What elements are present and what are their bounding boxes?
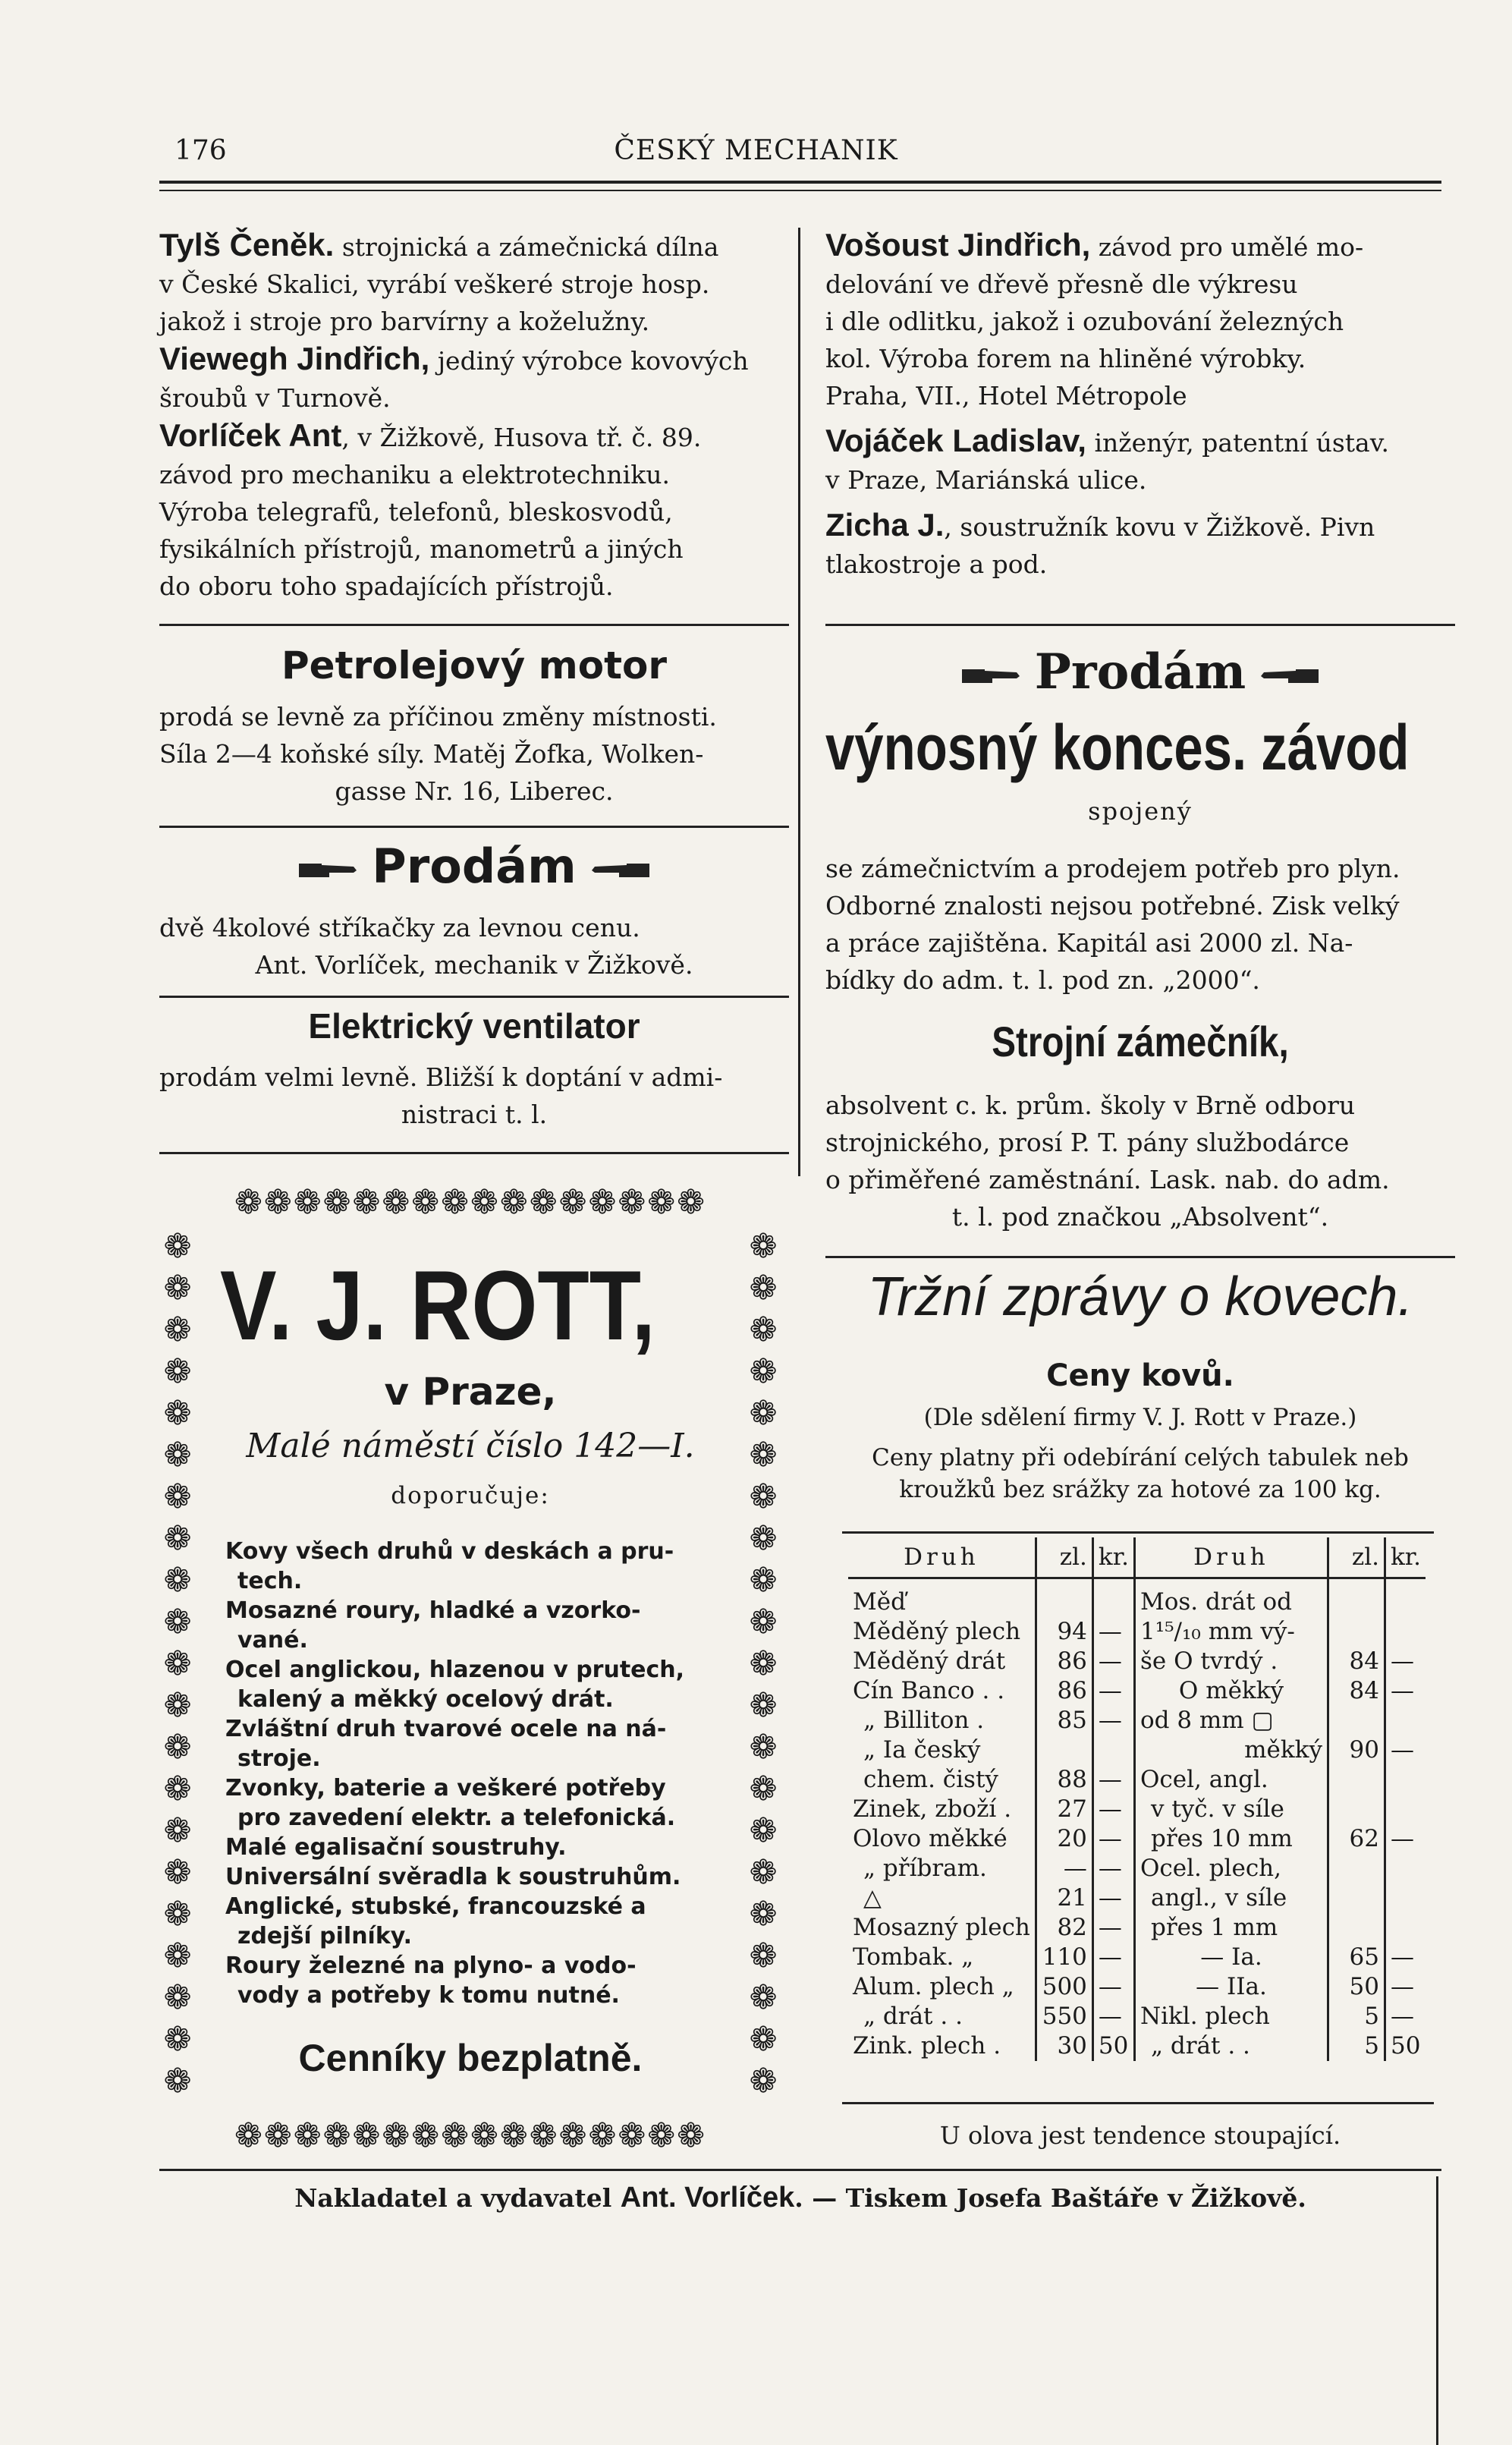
imprint: Nakladatel a vydavatel Ant. Vorlíček. — Tiskem Josefa Baštáře v Žižkově.: [294, 2182, 1306, 2214]
ad-rott: [156, 1180, 785, 2159]
page-number: 176: [174, 135, 227, 166]
table-row: „ příbram. — — Ocel. plech,: [848, 1854, 1426, 1883]
table-header-row: Druh zl. kr. Druh zl. kr.: [848, 1537, 1426, 1578]
rott-city: v Praze,: [384, 1370, 557, 1414]
ornament-border-right: ❁ ❁ ❁ ❁ ❁ ❁ ❁ ❁ ❁ ❁ ❁ ❁ ❁ ❁ ❁ ❁ ❁ ❁ ❁ ❁ ❁: [749, 1227, 778, 2100]
pointing-hand-left-icon: [1259, 665, 1319, 688]
rott-recommends: doporučuje:: [391, 1482, 550, 1509]
pointing-hand-right-icon: [299, 859, 358, 882]
ad-prodam2-joined: spojený: [1088, 797, 1193, 826]
ad-ventilator-body: prodám velmi levně. Bližší k doptání v admi- nistraci t. l.: [159, 1062, 723, 1129]
column-divider: [798, 228, 800, 1176]
pointing-hand-right-icon: [962, 665, 1021, 688]
entry-tyls: Tylš Čeněk. strojnická a zámečnická dílna v České Skalici, vyrábí veškeré stroje hosp. jakož i stroje pro barvírny a koželužny.: [159, 227, 719, 336]
rule: [825, 624, 1455, 626]
price-table-wrap: [848, 1537, 1426, 2061]
header-rule-thin: [159, 190, 1441, 191]
market-title: Tržní zprávy o kovech.: [867, 1267, 1413, 1327]
entry-vojacek: Vojáček Ladislav, inženýr, patentní ústav. v Praze, Mariánská ulice.: [825, 423, 1389, 495]
rule: [842, 2102, 1434, 2104]
table-row: „ Ia český měkký 90 —: [848, 1735, 1426, 1765]
pointing-hand-left-icon: [590, 859, 649, 882]
entry-vorlicek: Vorlíček Ant, v Žižkově, Husova tř. č. 89. závod pro mechaniku a elektrotechniku. Výroba telegrafů, telefonů, bleskosvodů, fysikálních přístrojů, manometrů a jiných do oboru toho spadajících přístrojů.: [159, 417, 702, 601]
market-footnote: U olova jest tendence stoupající.: [939, 2121, 1341, 2150]
ad-zamecnik-body: absolvent c. k. prům. školy v Brně odboru strojnického, prosí P. T. pány službodárce o přiměřené zaměstnání. Lask. nab. do adm. t. l. pod značkou „Absolvent“.: [825, 1090, 1390, 1232]
rule: [159, 624, 789, 626]
ad-prodam2-body: se zámečnictvím a prodejem potřeb pro plyn. Odborné znalosti nejsou potřebné. Zisk velký a práce zajištěna. Kapitál asi 2000 zl. Na- bídky do adm. t. l. pod zn. „2000“.: [825, 854, 1400, 995]
table-row: Alum. plech „ 500 — — IIa. 50 —: [848, 1972, 1426, 2002]
price-table: [848, 1537, 1426, 2061]
ornament-border-top: ❁❁❁❁❁❁❁❁❁❁❁❁❁❁❁❁: [234, 1183, 706, 1222]
ad-prodam1-body: dvě 4kolové stříkačky za levnou cenu. Ant. Vorlíček, mechanik v Žižkově.: [159, 913, 693, 980]
ad-prodam2-title: Prodám: [825, 644, 1455, 700]
table-row: „ Billiton . 85 — od 8 mm ▢: [848, 1706, 1426, 1735]
ornament-border-bottom: ❁❁❁❁❁❁❁❁❁❁❁❁❁❁❁❁: [234, 2116, 706, 2155]
table-row: „ drát . . 550 — Nikl. plech 5 —: [848, 2002, 1426, 2031]
page-edge-line: [1436, 2176, 1438, 2445]
entry-zicha: Zicha J., soustružník kovu v Žižkově. Pivn tlakostroje a pod.: [825, 507, 1375, 579]
table-row: Cín Banco . . 86 — O měkký 84 —: [848, 1676, 1426, 1706]
entry-vosoust: Vošoust Jindřich, závod pro umělé mo- delování ve dřevě přesně dle výkresu i dle odlitku, jakož i ozubování železných kol. Výroba forem na hliněné výrobky. Praha, VII., Hotel Métropole: [825, 227, 1364, 411]
table-row: △ 21 — angl., v síle: [848, 1883, 1426, 1913]
table-row: Tombak. „ 110 — — Ia. 65 —: [848, 1943, 1426, 1972]
table-row: Zink. plech . 30 50 „ drát . . 5 50: [848, 2031, 1426, 2061]
ad-zamecnik-title: Strojní zámečník,: [992, 1018, 1289, 1065]
list-item: Roury železné na plyno- a vodo- vody a potřeby k tomu nutné.: [225, 1953, 637, 2009]
list-item: Ocel anglickou, hlazenou v prutech, kalený a měkký ocelový drát.: [225, 1657, 685, 1713]
rule: [159, 996, 789, 998]
list-item: Malé egalisační soustruhy.: [225, 1834, 567, 1861]
list-item: Zvonky, baterie a veškeré potřeby pro zavedení elektr. a telefonická.: [225, 1775, 676, 1831]
ad-petrolej-body: prodá se levně za příčinou změny místnosti. Síla 2—4 koňské síly. Matěj Žofka, Wolken- gasse Nr. 16, Liberec.: [159, 702, 717, 806]
rule: [159, 1152, 789, 1154]
rott-name: V. J. ROTT,: [220, 1250, 655, 1361]
rule: [842, 1531, 1434, 1534]
table-row: Olovo měkké 20 — přes 10 mm 62 —: [848, 1824, 1426, 1854]
rule: [825, 1256, 1455, 1258]
table-row: Měděný drát 86 — še O tvrdý . 84 —: [848, 1647, 1426, 1676]
ad-ventilator-title: Elektrický ventilator: [308, 1006, 640, 1046]
entry-viewegh: Viewegh Jindřich, jediný výrobce kovových šroubů v Turnově.: [159, 341, 749, 413]
rott-footer: Cenníky bezplatně.: [298, 2037, 643, 2079]
rule: [159, 826, 789, 828]
directory-left: [159, 226, 789, 605]
list-item: Anglické, stubské, francouzské a zdejší pilníky.: [225, 1893, 646, 1949]
ad-petrolej-title: Petrolejový motor: [281, 644, 667, 688]
table-row: Zinek, zboží . 27 — v tyč. v síle: [848, 1795, 1426, 1824]
market-source: (Dle sdělení firmy V. J. Rott v Praze.): [923, 1404, 1357, 1431]
header-rule: [159, 181, 1441, 184]
list-item: Universální svěradla k soustruhům.: [225, 1864, 681, 1890]
table-row: chem. čistý 88 — Ocel, angl.: [848, 1765, 1426, 1795]
rott-address: Malé náměstí číslo 142—I.: [246, 1427, 695, 1465]
market-note: Ceny platny při odebírání celých tabulek neb kroužků bez srážky za hotové za 100 kg.: [872, 1444, 1409, 1503]
ad-prodam1-title: Prodám: [159, 839, 789, 894]
ornament-border-left: ❁ ❁ ❁ ❁ ❁ ❁ ❁ ❁ ❁ ❁ ❁ ❁ ❁ ❁ ❁ ❁ ❁ ❁ ❁ ❁ ❁: [163, 1227, 192, 2100]
list-item: Mosazné roury, hladké a vzorko- vané.: [225, 1597, 641, 1654]
rott-items: [225, 1537, 734, 2010]
market-subtitle: Ceny kovů.: [1046, 1358, 1234, 1393]
footer-rule: [159, 2169, 1441, 2171]
journal-title: ČESKÝ MECHANIK: [614, 135, 898, 166]
table-row: Měděný plech 94 — 1¹⁵/₁₀ mm vý-: [848, 1617, 1426, 1647]
table-row: Měď Mos. drát od: [848, 1588, 1426, 1617]
table-row: Mosazný plech 82 — přes 1 mm: [848, 1913, 1426, 1943]
ad-prodam2-subtitle: výnosný konces. závod: [825, 712, 1410, 783]
directory-right: [825, 226, 1455, 583]
list-item: Zvláštní druh tvarové ocele na ná- stroje.: [225, 1716, 667, 1772]
list-item: Kovy všech druhů v deskách a pru- tech.: [225, 1538, 674, 1594]
